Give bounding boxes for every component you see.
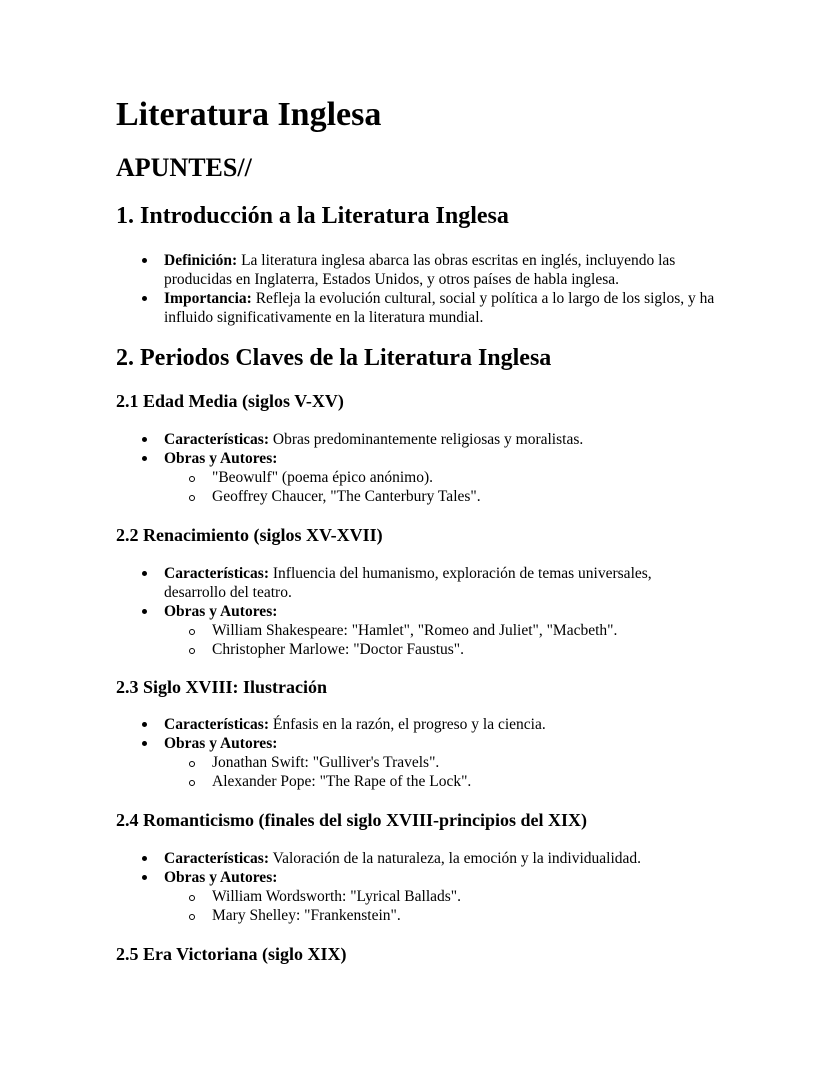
item-label: Características: [164, 565, 270, 582]
work-item: Mary Shelley: "Frankenstein". [116, 906, 764, 925]
period-2-4-heading: 2.4 Romanticismo (finales del siglo XVIII-principios del XIX) [116, 810, 588, 830]
item-label: Características: [164, 716, 270, 733]
list-item-caracteristicas [116, 430, 716, 449]
item-text: Énfasis en la razón, el progreso y la ciencia. [269, 716, 546, 733]
work-item: Jonathan Swift: "Gulliver's Travels". [116, 753, 764, 772]
list-item-caracteristicas [116, 564, 716, 602]
item-text: Obras predominantemente religiosas y moralistas. [269, 431, 584, 448]
item-label: Características: [164, 431, 270, 448]
period-2-2-list [116, 564, 716, 659]
list-item-obras [116, 868, 716, 887]
work-item: "Beowulf" (poema épico anónimo). [116, 468, 764, 487]
list-item-obras [116, 449, 716, 468]
period-2-3-heading: 2.3 Siglo XVIII: Ilustración [116, 677, 328, 697]
document-title: Literatura Inglesa [116, 96, 382, 133]
item-text: La literatura inglesa abarca las obras escritas en inglés, incluyendo las producidas en Inglaterra, Estados Unidos, y otros países de habla inglesa. [164, 252, 676, 288]
list-item-caracteristicas [116, 849, 716, 868]
item-text: Valoración de la naturaleza, la emoción y la individualidad. [269, 850, 642, 867]
section-1-list [116, 251, 716, 327]
period-2-4-list [116, 849, 716, 925]
work-item: William Shakespeare: "Hamlet", "Romeo and Juliet", "Macbeth". [116, 621, 764, 640]
item-text: Influencia del humanismo, exploración de temas universales, desarrollo del teatro. [164, 565, 652, 601]
period-2-1-list [116, 430, 716, 506]
period-2-3-list [116, 715, 716, 791]
period-2-1-heading: 2.1 Edad Media (siglos V-XV) [116, 391, 344, 411]
work-item: Geoffrey Chaucer, "The Canterbury Tales". [116, 487, 764, 506]
list-item-caracteristicas [116, 715, 716, 734]
item-label: Definición: [164, 252, 238, 269]
item-text: Refleja la evolución cultural, social y política a lo largo de los siglos, y ha influido significativamente en la literatura mundial. [164, 290, 715, 326]
item-label: Obras y Autores: [164, 735, 278, 752]
list-item-definicion [116, 251, 716, 289]
item-label: Importancia: [164, 290, 252, 307]
work-item: Christopher Marlowe: "Doctor Faustus". [116, 640, 764, 659]
period-2-5-heading: 2.5 Era Victoriana (siglo XIX) [116, 944, 347, 964]
list-item-obras [116, 734, 716, 753]
work-item: Alexander Pope: "The Rape of the Lock". [116, 772, 764, 791]
work-item: William Wordsworth: "Lyrical Ballads". [116, 887, 764, 906]
period-2-2-heading: 2.2 Renacimiento (siglos XV-XVII) [116, 525, 383, 545]
item-label: Obras y Autores: [164, 869, 278, 886]
item-label: Obras y Autores: [164, 450, 278, 467]
item-label: Obras y Autores: [164, 603, 278, 620]
section-1-heading: 1. Introducción a la Literatura Inglesa [116, 203, 509, 229]
item-label: Características: [164, 850, 270, 867]
document-subtitle: APUNTES// [116, 153, 252, 182]
list-item-obras [116, 602, 716, 621]
section-2-heading: 2. Periodos Claves de la Literatura Inglesa [116, 345, 552, 371]
list-item-importancia [116, 289, 716, 327]
